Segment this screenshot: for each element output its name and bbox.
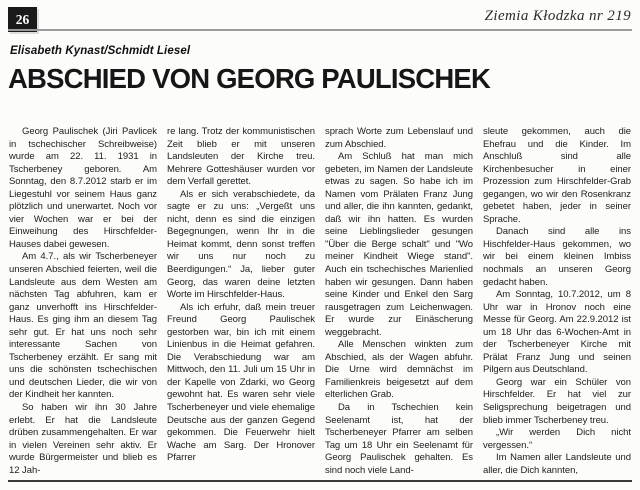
article-column-1 bbox=[9, 126, 157, 474]
article-paragraph: sleute gekommen, auch die Ehefrau und die Kinder. Im Anschluß sind alle Kirchenbesucher in einer Prozession zum Hirschfelder-Grab gegangen, wo wir den Rosenkranz gebetet haben, jeder in seiner Sprache. bbox=[483, 126, 631, 225]
article-column-3 bbox=[325, 126, 473, 474]
article-paragraph: re lang. Trotz der kommunistischen Zeit blieb er mit unseren Landsleuten der Kirche treu. Mehrere Gotteshäuser wurden vor dem Verfall gerettet. bbox=[167, 126, 315, 188]
page-number: 26 bbox=[15, 11, 30, 27]
article-paragraph: Danach sind alle ins Hischfelder-Haus gekommen, wo wir bei einem kleinen Imbiss nochmals an unseren Georg gedacht haben. bbox=[483, 226, 631, 288]
footer-rule bbox=[8, 480, 632, 482]
article-paragraph: Am Sonntag, 10.7.2012, um 8 Uhr war in Hronov noch eine Messe für Georg. Am 22.9.2012 ist um 18 Uhr das 6-Wochen-Amt in der Tscherbeneyer Kirche mit Prälat Franz Jung und seinen Pilgern aus Deutschland. bbox=[483, 289, 631, 376]
article-paragraph: Als ich erfuhr, daß mein treuer Freund Georg Paulischek gestorben war, bin ich mit einem Linienbus in die Heimat gefahren. Die Verabschiedung war am Mittwoch, den 11. Juli um 15 Uhr in der Kapelle von Zdarki, wo Georg gewohnt hat. Es waren sehr viele Tscherbeneyer und viele ehemalige Deutsche aus der ganzen Gegend gekommen. Die Feuerwehr hielt Wache am Sarg. Der Hronover Pfarrer bbox=[167, 301, 315, 464]
article-body bbox=[9, 126, 631, 474]
article-paragraph: So haben wir ihn 30 Jahre erlebt. Er hat die Landsleute drüben zusammengehalten. Er war in vielen Vereinen sehr aktiv. Er wurde Bürgermeister und blieb es 12 Jah- bbox=[9, 402, 157, 474]
article-paragraph: Da in Tschechien kein Seelenamt ist, hat der Tscherbeneyer Pfarrer am selben Tag um 18 Uhr ein Seelenamt für Georg Paulischek gehalten. Es sind noch viele Land- bbox=[325, 402, 473, 474]
article-paragraph: Im Namen aller Landsleute und aller, die Dich kannten, bbox=[483, 452, 631, 474]
article-title: ABSCHIED VON GEORG PAULISCHEK bbox=[8, 63, 491, 94]
article-paragraph: Am 4.7., als wir Tscherbeneyer unseren Abschied feierten, weil die Landsleute aus dem Westen am nächsten Tag abfuhren, kam er ganz unverhofft ins Hirschfelder-Haus. Es ging ihm an diesem Tag sehr gut. Er hat uns noch sehr interessante Sachen von Tscherbeney erzählt. Er sang mit uns die schönsten tschechischen und deutschen Lieder, die wir von der Kindheit her kannten. bbox=[9, 251, 157, 401]
header-rule bbox=[8, 29, 632, 31]
article-author: Elisabeth Kynast/Schmidt Liesel bbox=[10, 45, 191, 57]
article-paragraph: Als er sich verabschiedete, da sagte er zu uns: „Vergeßt uns nicht, denn es sind die einzigen Begegnungen, wenn Ihr in die Heimat kommt, denn sonst treffen wir uns nur noch zu Beerdigungen.“ Ja, lieber guter Georg, das waren deine letzten Worte im Hirschfelder-Haus. bbox=[167, 188, 315, 301]
article-paragraph: Georg war ein Schüler von Hirschfelder. Er hat viel zur Seligsprechung beigetragen und blieb immer Tscherbeney treu. bbox=[483, 376, 631, 426]
article-paragraph: Georg Paulischek (Jiri Pavlicek in tschechischer Schreibweise) wurde am 22. 11. 1931 in Tscherbeney geboren. Am Sonntag, den 8.7.2012 starb er im Liegestuhl vor seinem Haus ganz plötzlich und unerwartet. Noch vor vier Wochen war er bei der Einweihung des Hirschfelder-Hauses dabei gewesen. bbox=[9, 126, 157, 250]
article-paragraph: Am Schluß hat man mich gebeten, im Namen der Landsleute etwas zu sagen. So habe ich im Namen vom Prälaten Franz Jung und aller, die ihn kannten, gedankt, daß wir ihn hatten. Es wurden seine Lieblingslieder gesungen "Über die Berge schalt" und "Wo meiner Kindheit Wiege stand". Auch ein tschechisches Marienlied haben wir gesungen. Dann haben seine Kinder und Enkel den Sarg rausgetragen zum Leichenwagen. Er wurde zur Einäscherung weggebracht. bbox=[325, 151, 473, 338]
journal-title: Ziemia Kłodzka nr 219 bbox=[484, 8, 631, 24]
article-paragraph: „Wir werden Dich nicht vergessen.“ bbox=[483, 427, 631, 451]
article-paragraph: sprach Worte zum Lebenslauf und zum Abschied. bbox=[325, 126, 473, 150]
article-paragraph: Alle Menschen winkten zum Abschied, als der Wagen abfuhr. Die Urne wird demnächst im Familienkreis beigesetzt auf dem elterlichen Grab. bbox=[325, 339, 473, 401]
article-column-4 bbox=[483, 126, 631, 474]
article-column-2 bbox=[167, 126, 315, 474]
